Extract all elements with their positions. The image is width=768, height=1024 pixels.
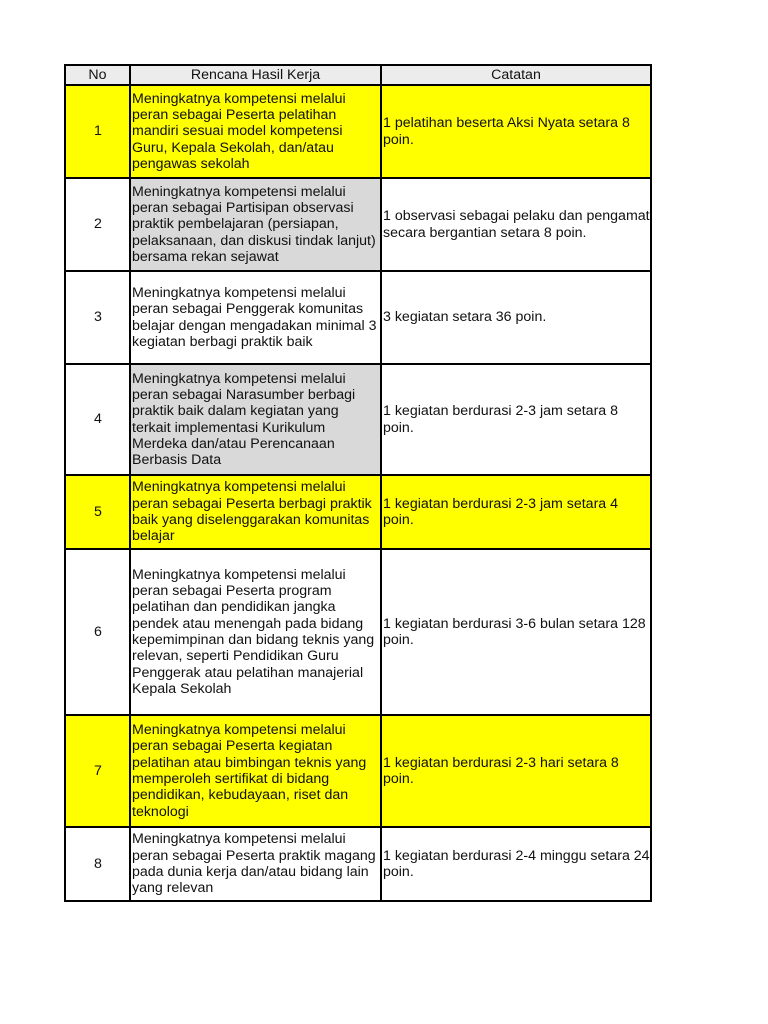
catatan-cell: 1 kegiatan berdurasi 2-3 jam setara 8 poin. — [381, 364, 651, 475]
rencana-cell: Meningkatnya kompetensi melalui peran sebagai Peserta praktik magang pada dunia kerja dan/atau bidang lain yang relevan — [130, 827, 381, 901]
catatan-cell: 1 observasi sebagai pelaku dan pengamat secara bergantian setara 8 poin. — [381, 178, 651, 271]
rencana-cell: Meningkatnya kompetensi melalui peran sebagai Narasumber berbagi praktik baik dalam kegiatan yang terkait implementasi Kurikulum Merdeka dan/atau Perencanaan Berbasis Data — [130, 364, 381, 475]
rencana-cell: Meningkatnya kompetensi melalui peran sebagai Peserta program pelatihan dan pendidikan jangka pendek atau menengah pada bidang kepemimpinan dan bidang teknis yang relevan, seperti Pendidikan Guru Penggerak atau pelatihan manajerial Kepala Sekolah — [130, 549, 381, 715]
table-row — [65, 178, 651, 271]
table-row — [65, 364, 651, 475]
rhk-table — [64, 64, 652, 902]
table-row — [65, 827, 651, 901]
rencana-cell: Meningkatnya kompetensi melalui peran sebagai Peserta pelatihan mandiri sesuai model kompetensi Guru, Kepala Sekolah, dan/atau pengawas sekolah — [130, 85, 381, 178]
catatan-cell: 3 kegiatan setara 36 poin. — [381, 271, 651, 364]
table-row — [65, 271, 651, 364]
header-row — [65, 65, 651, 85]
rencana-cell: Meningkatnya kompetensi melalui peran sebagai Peserta berbagi praktik baik yang diselenggarakan komunitas belajar — [130, 475, 381, 549]
row-number: 2 — [65, 178, 130, 271]
rencana-cell: Meningkatnya kompetensi melalui peran sebagai Penggerak komunitas belajar dengan mengadakan minimal 3 kegiatan berbagi praktik baik — [130, 271, 381, 364]
row-number: 4 — [65, 364, 130, 475]
header-no: No — [65, 65, 130, 85]
header-catatan: Catatan — [381, 65, 651, 85]
catatan-cell: 1 kegiatan berdurasi 2-3 hari setara 8 poin. — [381, 715, 651, 827]
table-row — [65, 85, 651, 178]
table-row — [65, 715, 651, 827]
rencana-cell: Meningkatnya kompetensi melalui peran sebagai Partisipan observasi praktik pembelajaran (persiapan, pelaksanaan, dan diskusi tindak lanjut) bersama rekan sejawat — [130, 178, 381, 271]
catatan-cell: 1 kegiatan berdurasi 3-6 bulan setara 128 poin. — [381, 549, 651, 715]
header-rencana: Rencana Hasil Kerja — [130, 65, 381, 85]
catatan-cell: 1 kegiatan berdurasi 2-4 minggu setara 24 poin. — [381, 827, 651, 901]
row-number: 1 — [65, 85, 130, 178]
table-row — [65, 549, 651, 715]
row-number: 6 — [65, 549, 130, 715]
table-row — [65, 475, 651, 549]
catatan-cell: 1 pelatihan beserta Aksi Nyata setara 8 poin. — [381, 85, 651, 178]
row-number: 7 — [65, 715, 130, 827]
rencana-cell: Meningkatnya kompetensi melalui peran sebagai Peserta kegiatan pelatihan atau bimbingan teknis yang memperoleh sertifikat di bidang pendidikan, kebudayaan, riset dan teknologi — [130, 715, 381, 827]
catatan-cell: 1 kegiatan berdurasi 2-3 jam setara 4 poin. — [381, 475, 651, 549]
row-number: 8 — [65, 827, 130, 901]
row-number: 5 — [65, 475, 130, 549]
row-number: 3 — [65, 271, 130, 364]
